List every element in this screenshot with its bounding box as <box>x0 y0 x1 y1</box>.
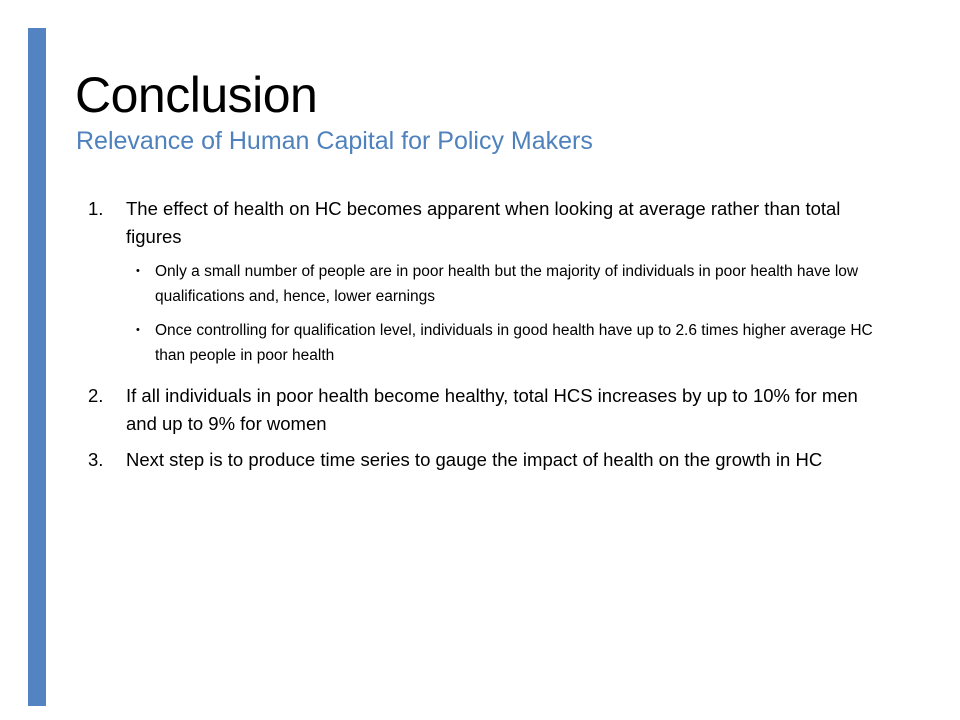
sub-point-text: Once controlling for qualification level, individuals in good health have up to 2.6 times higher average HC than people in poor health <box>155 322 873 364</box>
accent-bar <box>28 28 46 706</box>
slide-title: Conclusion <box>75 67 318 123</box>
numbered-point-2 <box>88 382 888 438</box>
point-text: The effect of health on HC becomes apparent when looking at average rather than total figures <box>126 198 841 247</box>
sub-point-2 <box>136 318 888 368</box>
content-list <box>88 195 888 482</box>
sub-point-list <box>88 259 888 368</box>
sub-point-1 <box>136 259 888 309</box>
numbered-point-1 <box>88 195 888 251</box>
sub-point-text: Only a small number of people are in poor health but the majority of individuals in poor health have low qualifications and, hence, lower earnings <box>155 263 859 305</box>
point-number: 2. <box>88 385 104 406</box>
slide-subtitle: Relevance of Human Capital for Policy Makers <box>76 127 593 155</box>
point-number: 3. <box>88 449 104 470</box>
point-text: Next step is to produce time series to gauge the impact of health on the growth in HC <box>126 449 823 470</box>
numbered-point-3 <box>88 446 888 474</box>
bullet-icon: • <box>136 324 140 336</box>
bullet-icon: • <box>136 265 140 277</box>
point-number: 1. <box>88 198 104 219</box>
point-text: If all individuals in poor health become healthy, total HCS increases by up to 10% for men and up to 9% for women <box>126 385 858 434</box>
